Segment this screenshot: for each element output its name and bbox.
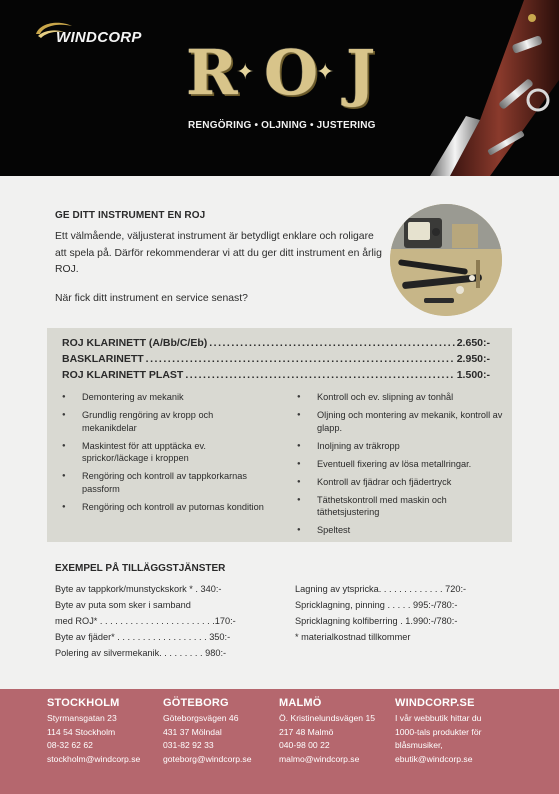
extras-list-left [55, 581, 280, 661]
clarinet-image [420, 0, 559, 176]
price-value: 2.950:- [456, 353, 490, 365]
service-list-left [62, 391, 267, 519]
extra-note: * materialkostnad tillkommer [295, 632, 411, 642]
star-icon: ✦ [316, 60, 335, 85]
price-item-name: ROJ KLARINETT (A/Bb/C/Eb) [62, 337, 208, 349]
phone-link[interactable]: 031-82 92 33 [163, 740, 214, 751]
price-row [62, 353, 490, 367]
tagline: RENGÖRING • OLJNING • JUSTERING [188, 120, 376, 131]
list-item: ● Eventuell fixering av lösa metallringar. [297, 458, 507, 471]
roj-letter-j: J [346, 36, 376, 109]
extra-item: Byte av puta som sker i samband [55, 600, 191, 610]
list-item: ● Täthetskontroll med maskin och täthetsjustering [297, 494, 507, 519]
webshop-text: I vår webbutik hittar du [395, 713, 482, 723]
brand-name: WINDCORP [56, 29, 142, 46]
list-item: ● Inoljning av träkropp [297, 440, 507, 453]
address-line: Göteborgsvägen 46 [163, 713, 239, 723]
extra-item: Byte av tappkork/munstyckskork * . 340:- [55, 584, 222, 594]
extras-list-right [295, 581, 515, 645]
webshop-text: 1000-tals produkter för [395, 726, 482, 737]
email-link[interactable]: stockholm@windcorp.se [47, 753, 141, 764]
contact-stockholm [47, 697, 140, 766]
contact-webshop [395, 697, 481, 766]
list-item: ● Speltest [297, 524, 507, 537]
extra-item: Byte av fjäder* . . . . . . . . . . . . . . . . . . 350:- [55, 632, 231, 642]
header-banner [0, 0, 559, 176]
list-item: ● Kontroll av fjädrar och fjädertryck [297, 476, 507, 489]
city-heading: GÖTEBORG [163, 697, 229, 709]
dot-leader [185, 369, 454, 381]
postal-line: 114 54 Stockholm [47, 726, 116, 737]
list-item: ● Oljning och montering av mekanik, kontroll av glapp. [297, 409, 507, 434]
extras-heading: EXEMPEL PÅ TILLÄGGSTJÄNSTER [55, 563, 226, 574]
star-icon: ✦ [236, 60, 255, 85]
price-item-name: BASKLARINETT [62, 353, 144, 365]
list-item: ● Demontering av mekanik [62, 391, 267, 404]
workshop-photo [390, 204, 502, 316]
extra-item: Lagning av ytspricka. . . . . . . . . . . . . 720:- [295, 584, 467, 594]
footer-contacts [0, 689, 559, 794]
email-link[interactable]: goteborg@windcorp.se [163, 753, 252, 764]
extra-item: med ROJ* . . . . . . . . . . . . . . . . . . . . . . .170:- [55, 616, 236, 626]
dot-leader [209, 337, 454, 349]
price-value: 2.650:- [456, 337, 490, 349]
phone-link[interactable]: 08-32 62 62 [47, 740, 93, 751]
intro-heading: GE DITT INSTRUMENT EN ROJ [55, 210, 206, 221]
list-item: ● Grundlig rengöring av kropp och mekanikdelar [62, 409, 267, 434]
list-item: ● Rengöring och kontroll av putornas kondition [62, 501, 267, 514]
extra-item: Polering av silvermekanik. . . . . . . . . 980:- [55, 648, 227, 658]
address-line: Styrmansgatan 23 [47, 713, 117, 723]
city-heading: MALMÖ [279, 697, 322, 709]
price-value: 1.500:- [456, 369, 490, 381]
phone-link[interactable]: 040-98 00 22 [279, 740, 330, 751]
windcorp-logo[interactable] [34, 20, 152, 50]
intro-paragraph: Ett välmående, väljusterat instrument är betydligt enklare och roligare att spela på. Därför rekommenderar vi att du ger ditt instrument en årlig ROJ. [55, 231, 382, 275]
price-row [62, 337, 490, 351]
contact-goteborg [163, 697, 252, 766]
service-list-right [297, 391, 507, 542]
price-row [62, 369, 490, 383]
intro-question: När fick ditt instrument en service senast? [55, 293, 248, 304]
postal-line: 431 37 Mölndal [163, 726, 222, 737]
roj-title [186, 38, 386, 108]
postal-line: 217 48 Malmö [279, 726, 334, 737]
list-item: ● Maskintest för att upptäcka ev. sprickor/läckage i kroppen [62, 440, 267, 465]
list-item: ● Kontroll och ev. slipning av tonhål [297, 391, 507, 404]
contact-malmo [279, 697, 375, 766]
list-item: ● Rengöring och kontroll av tappkorkarnas passform [62, 470, 267, 495]
address-line: Ö. Kristinelundsvägen 15 [279, 713, 376, 723]
extra-item: Spricklagning kolfiberring . 1.990:-/780:- [295, 616, 458, 626]
roj-letter-o: O [264, 36, 319, 109]
price-item-name: ROJ KLARINETT PLAST [62, 369, 184, 381]
city-heading: STOCKHOLM [47, 697, 120, 709]
roj-letter-r: R [186, 36, 238, 109]
webshop-text: blåsmusiker, [395, 740, 443, 751]
email-link[interactable]: malmo@windcorp.se [279, 753, 360, 764]
email-link[interactable]: ebutik@windcorp.se [395, 753, 473, 764]
dot-leader [146, 353, 455, 365]
extra-item: Spricklagning, pinning . . . . . 995:-/780:- [295, 600, 458, 610]
website-link[interactable]: WINDCORP.SE [395, 697, 475, 709]
price-box [47, 328, 512, 542]
